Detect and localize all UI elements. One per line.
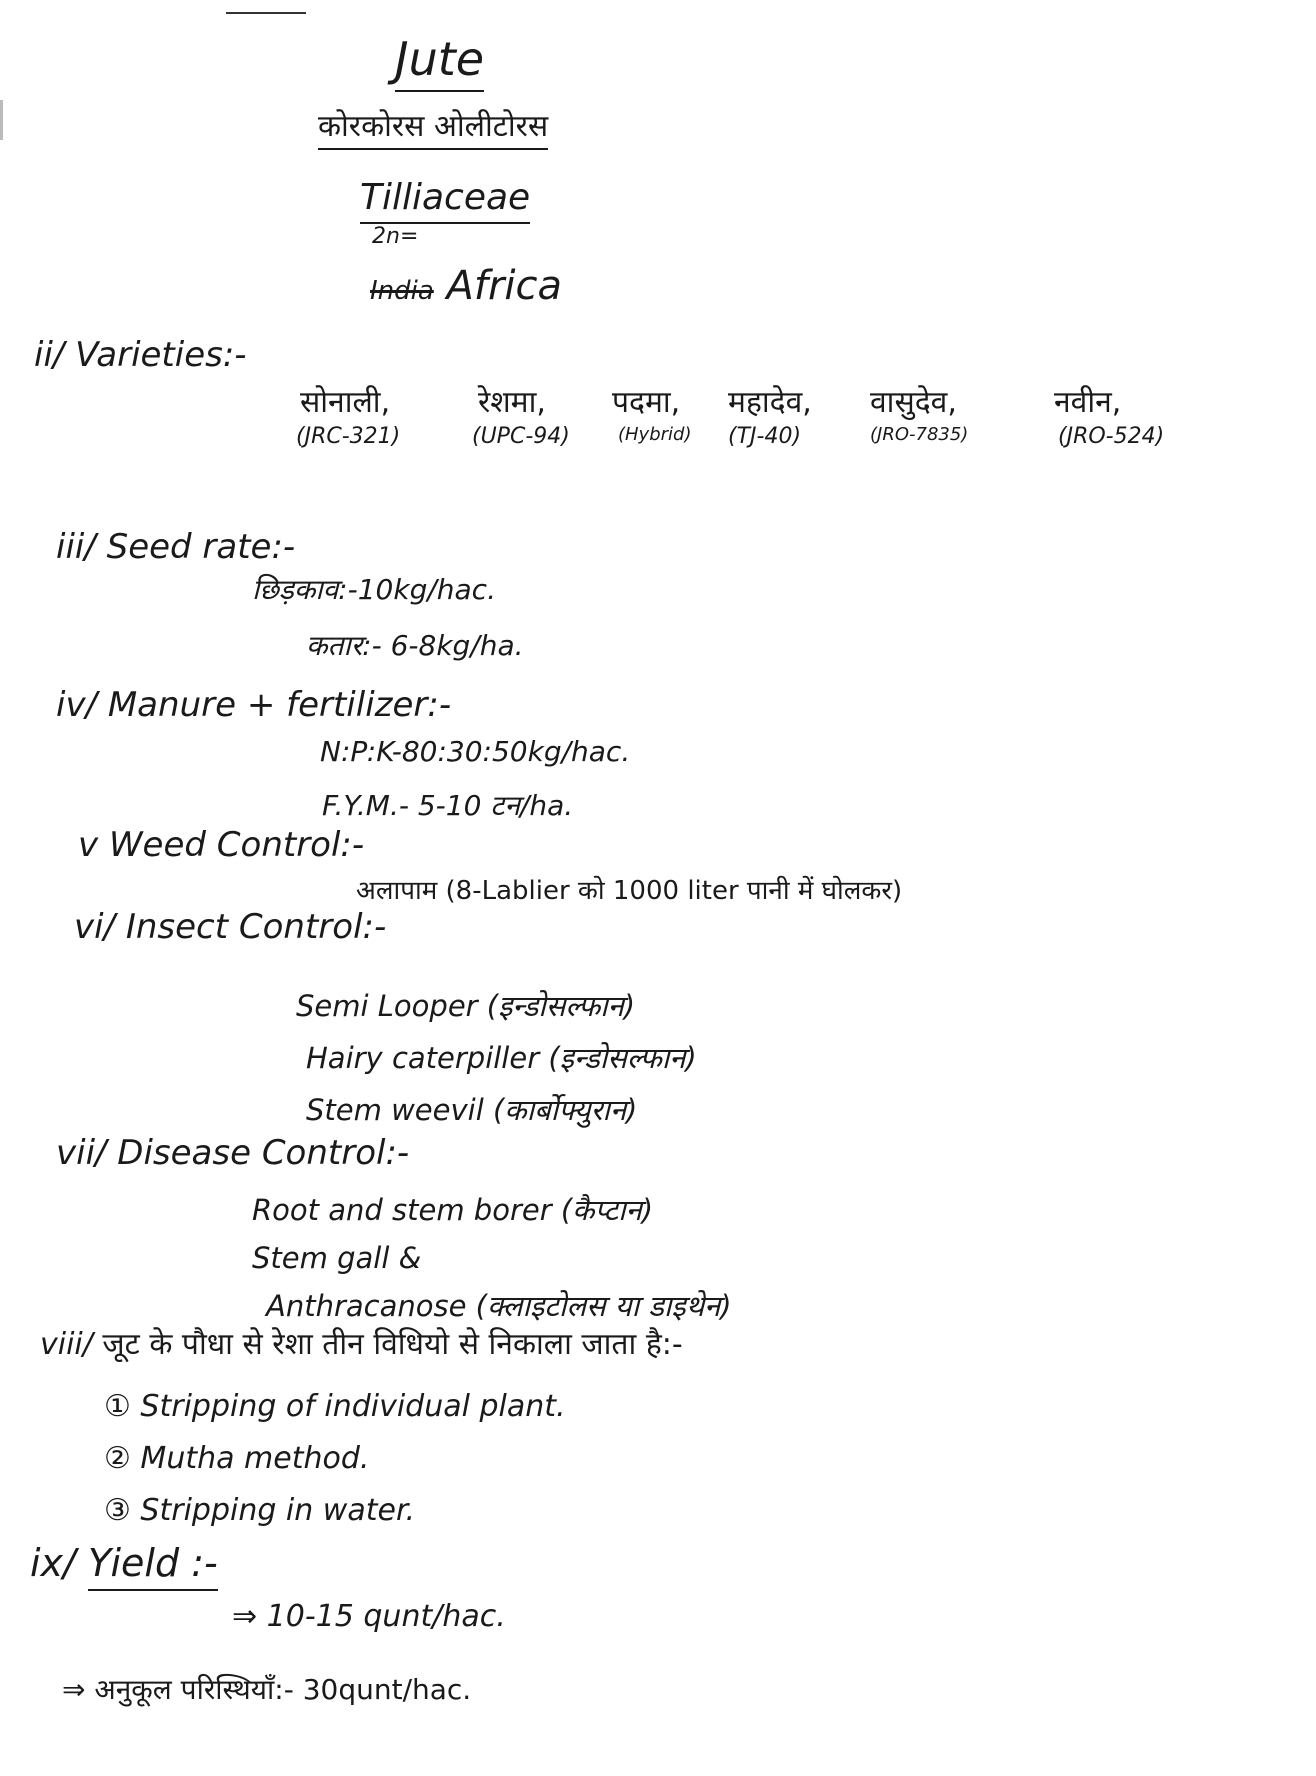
variety-name: नवीन,: [1054, 385, 1122, 420]
fibre-marker: viii/: [40, 1327, 93, 1362]
variety-code: (Hybrid): [618, 424, 692, 445]
yield-normal: ⇒ 10-15 qunt/hac.: [232, 1599, 506, 1634]
disease-item-1: Root and stem borer (कैप्टान): [252, 1193, 654, 1227]
fibre-intro-row: [40, 1327, 683, 1362]
disease-item-2: Stem gall &: [252, 1241, 422, 1275]
manure-heading: Manure + fertilizer:-: [107, 685, 452, 725]
seed-rate-marker: iii/: [56, 527, 96, 567]
disease-heading-row: [56, 1133, 410, 1173]
seed-rate-heading-row: [56, 527, 296, 567]
variety-4: [728, 380, 812, 449]
varieties-heading-row: [34, 335, 247, 375]
variety-code: (TJ-40): [728, 424, 802, 449]
variety-name: रेशमा,: [478, 385, 546, 420]
insect-heading-row: [74, 907, 387, 947]
manure-marker: iv/: [56, 685, 98, 725]
weed-treatment: अलापाम (8-Lablier को 1000 liter पानी में घोलकर): [356, 876, 903, 906]
yield-heading-row: [30, 1541, 218, 1585]
insect-item-1: Semi Looper (इन्डोसल्फान): [296, 989, 636, 1023]
variety-3: [612, 380, 692, 445]
insect-item-2: Hairy caterpiller (इन्डोसल्फान): [306, 1041, 697, 1075]
fibre-method-3: ③ Stripping in water.: [104, 1493, 416, 1528]
insect-item-3: Stem weevil (कार्बोफ्युरान): [306, 1093, 638, 1127]
variety-2: [472, 380, 570, 449]
origin: Africa: [446, 263, 563, 309]
page-title: [395, 32, 485, 86]
variety-name: पदमा,: [612, 385, 681, 420]
variety-6: [1054, 380, 1165, 449]
top-stroke: [226, 12, 306, 14]
variety-code: (JRC-321): [296, 424, 401, 449]
variety-name: सोनाली,: [300, 385, 391, 420]
disease-item-3: Anthracanose (क्लाइटोलस या डाइथेन): [266, 1289, 732, 1323]
seed-rate-heading: Seed rate:-: [106, 527, 296, 567]
fibre-intro: जूट के पौधा से रेशा तीन विधियो से निकाला जाता है:-: [102, 1327, 683, 1362]
chromosome-number: 2n=: [372, 224, 419, 249]
insect-heading: Insect Control:-: [125, 907, 387, 947]
seed-rate-line: कतार:- 6-8kg/ha.: [306, 629, 524, 662]
weed-marker: v: [78, 825, 99, 865]
manure-heading-row: [56, 685, 452, 725]
botanical-name-text: कोरकोरस ओलीटोरस: [318, 109, 548, 150]
weed-heading: Weed Control:-: [108, 825, 365, 865]
weed-heading-row: [78, 825, 365, 865]
disease-heading: Disease Control:-: [117, 1133, 410, 1173]
variety-code: (JRO-524): [1058, 424, 1165, 449]
variety-code: (UPC-94): [472, 424, 570, 449]
title-text: Jute: [395, 32, 484, 92]
variety-code: (JRO-7835): [870, 424, 969, 445]
variety-1: [296, 380, 401, 449]
manure-npk: N:P:K-80:30:50kg/hac.: [320, 735, 631, 768]
yield-marker: ix/: [30, 1541, 76, 1585]
seed-rate-broadcast: छिड़काव:-10kg/hac.: [252, 573, 496, 606]
variety-name: महादेव,: [728, 385, 812, 420]
disease-marker: vii/: [56, 1133, 107, 1173]
origin-struck: India: [370, 276, 434, 306]
family-name: [360, 177, 531, 218]
manure-fym: F.Y.M.- 5-10 टन/ha.: [322, 789, 574, 822]
yield-favourable: ⇒ अनुकूल परिस्थियाँ:- 30qunt/hac.: [62, 1673, 472, 1706]
fibre-method-2: ② Mutha method.: [104, 1441, 370, 1476]
fibre-method-1: ① Stripping of individual plant.: [104, 1389, 566, 1424]
botanical-name: [318, 109, 549, 144]
varieties-heading: Varieties:-: [75, 335, 247, 375]
yield-heading: Yield :-: [88, 1541, 218, 1591]
insect-marker: vi/: [74, 907, 116, 947]
variety-name: वासुदेव,: [870, 385, 957, 420]
origin-line: [370, 263, 563, 309]
variety-5: [870, 380, 969, 445]
family-text: Tilliaceae: [360, 177, 530, 224]
varieties-marker: ii/: [34, 335, 65, 375]
edge-mark: [0, 100, 3, 140]
